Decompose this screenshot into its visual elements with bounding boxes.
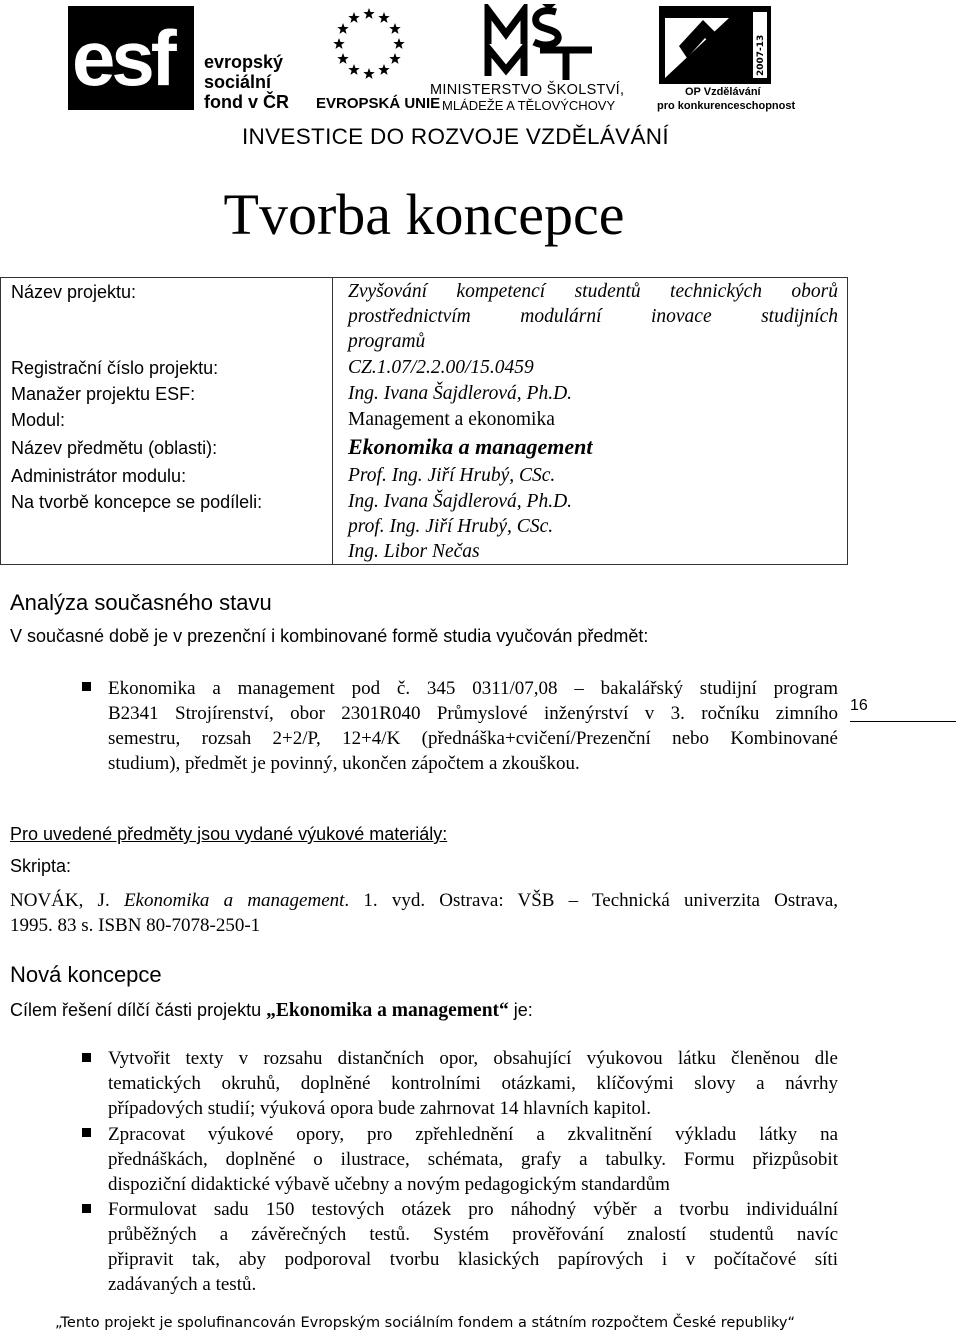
- op-arrow-icon: [659, 6, 771, 84]
- op-line2: pro konkurenceschopnost: [657, 100, 796, 112]
- value-administrator: Prof. Ing. Jiří Hrubý, CSc.: [348, 465, 556, 486]
- skripta-label: Skripta:: [10, 856, 72, 876]
- reference-line1: [10, 888, 838, 914]
- label-project-name: Název projektu:: [11, 282, 137, 302]
- label-subject: Název předmětu (oblasti):: [11, 438, 218, 458]
- analysis-bullet-line1: Ekonomika a management pod č. 345 0311/07,08 – bakalářský studijní program: [108, 678, 838, 699]
- page-number-text: 16: [850, 697, 868, 714]
- esf-mark: [68, 6, 194, 110]
- analysis-bullet-line4: studium), předmět je povinný, ukončen zápočtem a zkouškou.: [108, 753, 580, 774]
- bullet-square-icon: [82, 682, 91, 691]
- value-manager: Ing. Ivana Šajdlerová, Ph.D.: [348, 383, 573, 404]
- op-line1: OP Vzdělávání: [685, 86, 761, 98]
- reference-publisher: . 1. vyd. Ostrava: VŠB – Technická univerzita Ostrava,: [344, 890, 839, 911]
- concept-bullet2-line2: přednáškách, doplněné o ilustrace, schémata, grafy a tabulky. Formu přizpůsobit: [108, 1149, 838, 1170]
- op-badge: 2007-13: [756, 34, 766, 76]
- concept-intro-text: Cílem řešení dílčí části projektu: [10, 1000, 267, 1020]
- op-logo: [657, 6, 807, 112]
- reference-title: Ekonomika a management: [123, 890, 345, 911]
- value-registration: CZ.1.07/2.2.00/15.0459: [348, 357, 534, 378]
- eu-stars-icon: [318, 6, 420, 86]
- value-module: Management a ekonomika: [348, 409, 555, 430]
- analysis-intro: V současné době je v prezenční i kombinované formě studia vyučován předmět:: [10, 626, 649, 646]
- esf-line1: evropský: [204, 52, 284, 72]
- eu-logo: [316, 6, 441, 112]
- value-contributor-1: Ing. Ivana Šajdlerová, Ph.D.: [348, 491, 573, 512]
- label-administrator: Administrátor modulu:: [11, 466, 187, 486]
- analysis-heading: Analýza současného stavu: [10, 590, 272, 615]
- reference-line2: 1995. 83 s. ISBN 80-7078-250-1: [10, 915, 261, 936]
- materials-heading: Pro uvedené předměty jsou vydané výukové materiály:: [10, 824, 448, 844]
- bullet-square-icon: [82, 1204, 91, 1213]
- msmt-line1: MINISTERSTVO ŠKOLSTVÍ,: [430, 82, 625, 98]
- bullet-square-icon: [82, 1128, 91, 1137]
- reference-author: NOVÁK, J.: [10, 890, 110, 911]
- page-title: Tvorba koncepce: [223, 182, 625, 247]
- analysis-bullet-line2: B2341 Strojírenství, obor 2301R040 Průmyslové inženýrství v 3. ročníku zimního: [108, 703, 838, 724]
- concept-bullet1-line2: tematických okruhů, doplněné kontrolními otázkami, klíčovými slovy a návrhy: [108, 1073, 838, 1094]
- concept-bullet3-line3: připravit tak, aby podporoval tvorbu klasických papírových i v počítačové síti: [108, 1249, 838, 1270]
- label-manager: Manažer projektu ESF:: [11, 384, 196, 404]
- concept-intro: [10, 1000, 533, 1022]
- value-contributor-3: Ing. Libor Nečas: [348, 541, 480, 562]
- esf-logo: [68, 6, 294, 110]
- analysis-bullet-line3: semestru, rozsah 2+2/P, 12+4/K (přednáška+cvičení/Prezenční nebo Kombinované: [108, 728, 838, 749]
- msmt-line2: MLÁDEŽE A TĚLOVÝCHOVY: [442, 98, 616, 113]
- esf-line2: sociální: [204, 72, 272, 92]
- logo-bar: [0, 0, 960, 160]
- value-contributor-2: prof. Ing. Jiří Hrubý, CSc.: [348, 516, 554, 537]
- msmt-mark-icon: [484, 4, 594, 82]
- concept-bullet2-line3: dispoziční didaktické výbavě učebny a novým pedagogickým standardům: [108, 1174, 670, 1195]
- concept-intro-end: je:: [508, 1000, 533, 1020]
- concept-bullet1-line1: Vytvořit texty v rozsahu distančních opor, obsahující výukovou látku členěnou dle: [108, 1048, 838, 1069]
- funding-footer: „Tento projekt je spolufinancován Evropským sociálním fondem a státním rozpočtem České republiky“: [55, 1315, 795, 1331]
- page-number-rule: [850, 721, 956, 722]
- esf-letters: esf: [72, 14, 173, 102]
- value-subject: Ekonomika a management: [348, 434, 593, 459]
- esf-text: [204, 52, 289, 112]
- value-project-name-line2: prostřednictvím modulární inovace studijních: [348, 306, 838, 327]
- investice-slogan: INVESTICE DO ROZVOJE VZDĚLÁVÁNÍ: [242, 124, 669, 149]
- value-project-name-line1: Zvyšování kompetencí studentů technických oborů: [348, 281, 838, 302]
- bullet-square-icon: [82, 1053, 91, 1062]
- esf-line3: fond v ČR: [204, 92, 289, 112]
- concept-bullet3-line4: zadávaných a testů.: [108, 1274, 257, 1295]
- label-module: Modul:: [11, 410, 66, 430]
- concept-bullet1-line3: případových studií; výuková opora bude zahrnovat 14 hlavních kapitol.: [108, 1098, 651, 1119]
- concept-bullet3-line2: průběžných a závěrečných testů. Systém prověřování znalostí studentů navíc: [108, 1224, 838, 1245]
- value-project-name-line3: programů: [348, 331, 426, 352]
- concept-heading: Nová koncepce: [10, 962, 162, 987]
- concept-intro-subject: „Ekonomika a management“: [266, 1000, 509, 1021]
- eu-text: EVROPSKÁ UNIE: [316, 95, 441, 112]
- msmt-logo: [430, 4, 660, 113]
- table-column-divider: [332, 277, 333, 565]
- concept-bullet2-line1: Zpracovat výukové opory, pro zpřehlednění a zkvalitnění výkladu látky na: [108, 1124, 838, 1145]
- concept-bullet3-line1: Formulovat sadu 150 testových otázek pro náhodný výběr a tvorbu individuální: [108, 1199, 838, 1220]
- label-registration: Registrační číslo projektu:: [11, 358, 219, 378]
- label-contributors: Na tvorbě koncepce se podíleli:: [11, 492, 263, 512]
